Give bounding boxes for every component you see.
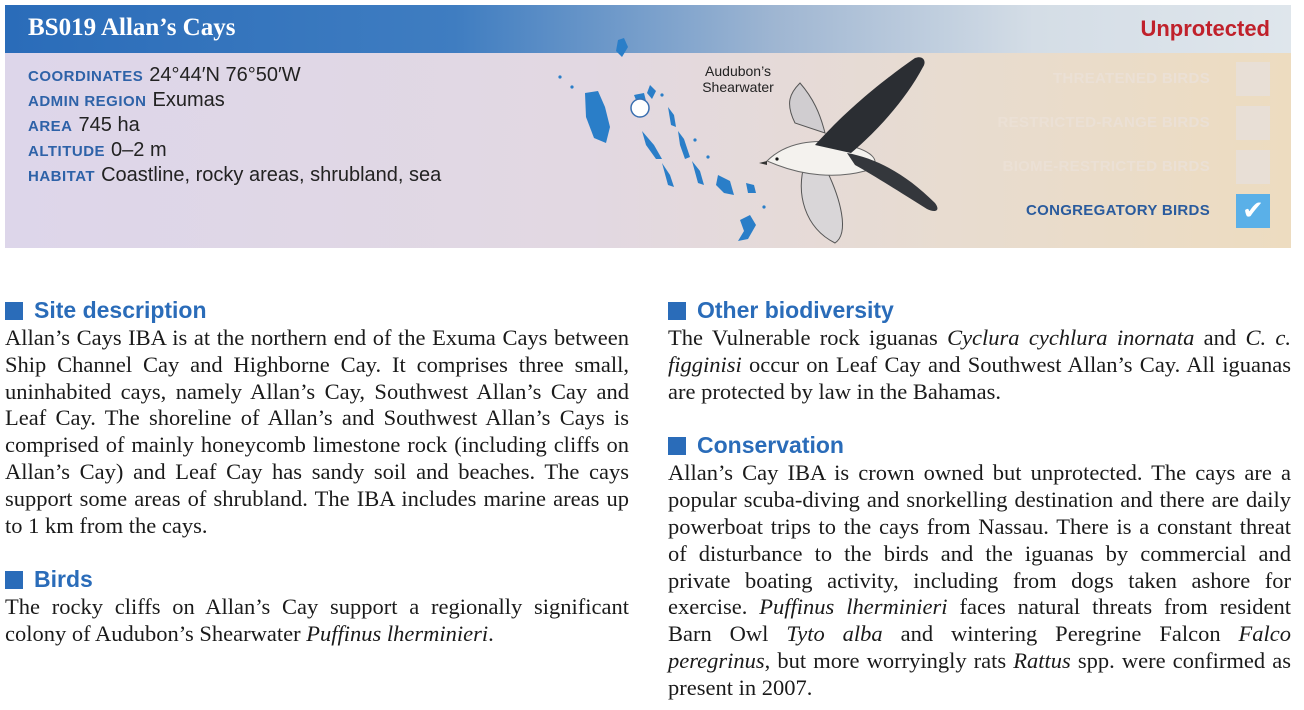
- fact-admin-region: ADMIN REGION Exumas: [28, 89, 225, 111]
- other-biodiversity-text: The Vulnerable rock iguanas Cyclura cychlura inornata and C. c. figginisi occur on Leaf Cay and Southwest Allan’s Cay. All iguanas are protected by law in the Bahamas.: [668, 325, 1291, 404]
- heading-square-icon: [668, 302, 686, 320]
- site-location-marker: [631, 99, 649, 117]
- left-column: [5, 296, 629, 648]
- site-header: [5, 5, 1291, 248]
- criterion-biome-restricted-birds: BIOME-RESTRICTED BIRDS: [970, 150, 1270, 184]
- bird-species-label: Audubon’s Shearwater: [702, 63, 774, 95]
- fact-habitat: HABITAT Coastline, rocky areas, shrubland, sea: [28, 164, 442, 186]
- shearwater-illustration: [755, 53, 945, 245]
- criterion-congregatory-birds: CONGREGATORY BIRDS ✔: [970, 194, 1270, 228]
- heading-square-icon: [5, 571, 23, 589]
- right-column: [668, 296, 1291, 702]
- site-facts: [28, 63, 441, 188]
- protection-status: Unprotected: [1140, 16, 1270, 41]
- birds-text: The rocky cliffs on Allan’s Cay support a regionally significant colony of Audubon’s Shearwater Puffinus lherminieri.: [5, 594, 629, 647]
- heading-square-icon: [5, 302, 23, 320]
- criterion-threatened-birds: THREATENED BIRDS: [970, 62, 1270, 96]
- check-icon: ✔: [1236, 194, 1270, 228]
- fact-coordinates: COORDINATES 24°44′N 76°50′W: [28, 64, 301, 86]
- heading-square-icon: [668, 437, 686, 455]
- fact-altitude: ALTITUDE 0–2 m: [28, 139, 167, 161]
- checkbox-biome-restricted: [1236, 150, 1270, 184]
- birds-heading: Birds: [5, 565, 629, 594]
- conservation-text: Allan’s Cay IBA is crown owned but unprotected. The cays are a popular scuba-diving and snorkelling destination and there are daily powerboat trips to the cays from Nassau. There is a constant threat of disturbance to the birds and the iguanas by commercial and private boating activity, including from dogs taken ashore for exercise. Puffinus lherminieri faces natural threats from resident Barn Owl Tyto alba and wintering Peregrine Falcon Falco peregrinus, but more worryingly rats Rattus spp. were confirmed as present in 2007.: [668, 460, 1291, 700]
- other-biodiversity-heading: Other biodiversity: [668, 296, 1291, 325]
- checkbox-restricted-range: [1236, 106, 1270, 140]
- site-description-text: Allan’s Cays IBA is at the northern end of the Exuma Cays between Ship Channel Cay and Highborne Cay. It comprises three small, uninhabited cays, namely Allan’s Cay, Southwest Allan’s Cay and Leaf Cay. The shoreline of Allan’s and Southwest Allan’s Cays is comprised of mainly honeycomb limestone rock (including cliffs on Allan’s Cay) and Leaf Cay has sandy soil and beaches. The cays support some areas of shrubland. The IBA includes marine areas up to 1 km from the cays.: [5, 325, 629, 538]
- site-description-heading: Site description: [5, 296, 629, 325]
- checkbox-threatened: [1236, 62, 1270, 96]
- fact-area: AREA 745 ha: [28, 114, 140, 136]
- site-title: BS019 Allan’s Cays: [28, 14, 236, 41]
- criterion-restricted-range-birds: RESTRICTED-RANGE BIRDS: [970, 106, 1270, 140]
- conservation-heading: Conservation: [668, 431, 1291, 460]
